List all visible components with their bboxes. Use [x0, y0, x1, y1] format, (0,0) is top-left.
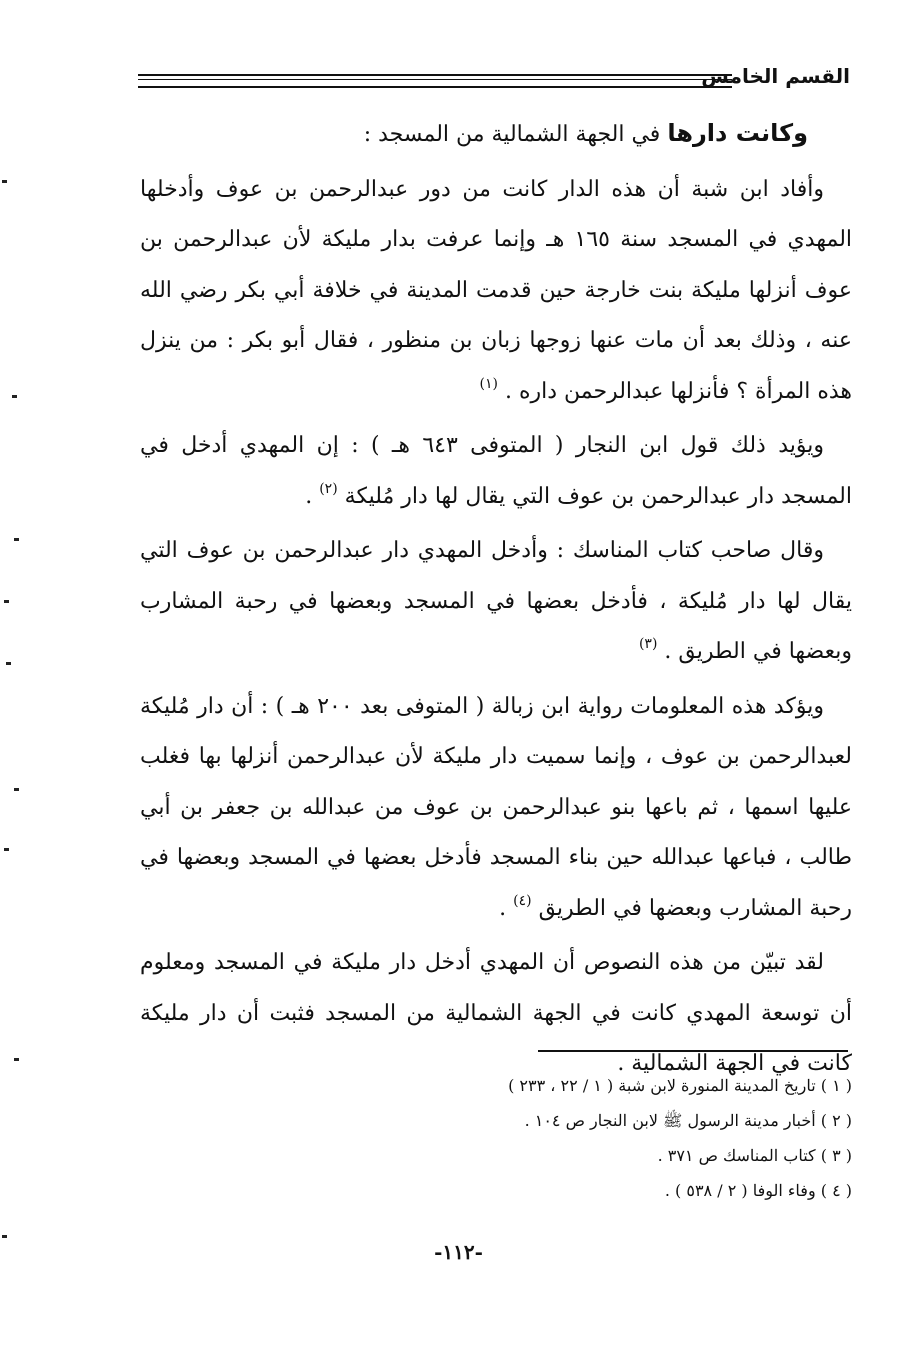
footnote-4: ( ٤ ) وفاء الوفا ( ٢ / ٥٣٨ ) . — [664, 1181, 852, 1200]
paragraph-3 — [140, 526, 852, 678]
paragraph-2 — [140, 421, 852, 522]
scan-speck — [2, 1235, 7, 1238]
paragraph-3-text: وقال صاحب كتاب المناسك : وأدخل المهدي دار عبدالرحمن بن عوف التي يقال لها دار مُليكة ، فأدخل بعضها في المسجد وبعضها في رحبة المشارب وبعضها في الطريق . — [140, 538, 852, 664]
footnote-ref-2: (٢) — [319, 480, 338, 497]
scan-speck — [14, 1058, 19, 1061]
footnote-ref-3: (٣) — [638, 636, 658, 652]
paragraph-5 — [140, 938, 852, 1090]
scan-speck — [14, 788, 19, 791]
page-number: -١١٢- — [434, 1240, 483, 1264]
footnote-ref-4: (٤) — [513, 892, 532, 909]
lead-phrase: وكانت دارها — [667, 119, 808, 147]
footnote-ref-1: (١) — [479, 375, 498, 392]
paragraph-lead — [140, 108, 852, 161]
paragraph-1-text: وأفاد ابن شبة أن هذه الدار كانت من دور عبدالرحمن بن عوف وأدخلها المهدي في المسجد سنة ١٦٥ هـ وإنما عرفت بدار مليكة لأن عبدالرحمن بن عوف أنزلها مليكة بنت خارجة حين قدمت المدينة في خلافة أبي بكر رضي الله عنه ، وذلك بعد أن مات عنها زوجها زبان بن منظور ، فقال أبو بكر : من ينزل هذه المرأة ؟ فأنزلها عبدالرحمن داره . — [140, 176, 853, 404]
footnote-2: ( ٢ ) أخبار مدينة الرسول ﷺ لابن النجار ص ١٠٤ . — [524, 1111, 852, 1130]
scan-speck — [14, 538, 19, 541]
paragraph-4-end: . — [499, 895, 514, 921]
paragraph-1 — [140, 165, 852, 418]
page-header — [138, 62, 850, 98]
footnote-3: ( ٣ ) كتاب المناسك ص ٣٧١ . — [657, 1146, 852, 1165]
footnotes — [300, 1068, 852, 1208]
paragraph-4 — [140, 682, 852, 935]
paragraph-4-text: ويؤكد هذه المعلومات رواية ابن زبالة ( المتوفى بعد ٢٠٠ هـ ) : أن دار مُليكة لعبدالرحمن بن عوف ، وإنما سميت دار مليكة لأن عبدالرحمن أنزلها بها فغلب عليها اسمها ، ثم باعها بنو عبدالرحمن بن عوف من عبدالله بن جعفر بن أبي طالب ، فباعها عبدالله حين بناء المسجد فأدخل بعضها في المسجد وبعضها في رحبة المشارب وبعضها في الطريق — [140, 693, 852, 921]
scan-speck — [4, 600, 9, 603]
lead-rest: في الجهة الشمالية من المسجد : — [363, 122, 668, 147]
header-rule — [138, 74, 732, 88]
footnote-1: ( ١ ) تاريخ المدينة المنورة لابن شبة ( ١ / ٢٢ ، ٢٣٣ ) — [508, 1076, 852, 1095]
scan-speck — [6, 662, 11, 665]
footnote-separator — [538, 1050, 848, 1052]
section-title: القسم الخامس — [701, 64, 850, 88]
scan-speck — [4, 848, 9, 851]
body-text — [140, 108, 852, 1094]
paragraph-2-text: ويؤيد ذلك قول ابن النجار ( المتوفى ٦٤٣ هـ ) : إن المهدي أدخل في المسجد دار عبدالرحمن بن عوف التي يقال لها دار مُليكة — [140, 433, 852, 509]
scan-speck — [12, 395, 17, 398]
paragraph-5-text: لقد تبيّن من هذه النصوص أن المهدي أدخل دار مليكة في المسجد ومعلوم أن توسعة المهدي كانت في الجهة الشمالية من المسجد فثبت أن دار مليكة كانت في الجهة الشمالية . — [140, 950, 852, 1076]
scan-speck — [2, 180, 7, 183]
paragraph-2-end: . — [305, 483, 320, 509]
